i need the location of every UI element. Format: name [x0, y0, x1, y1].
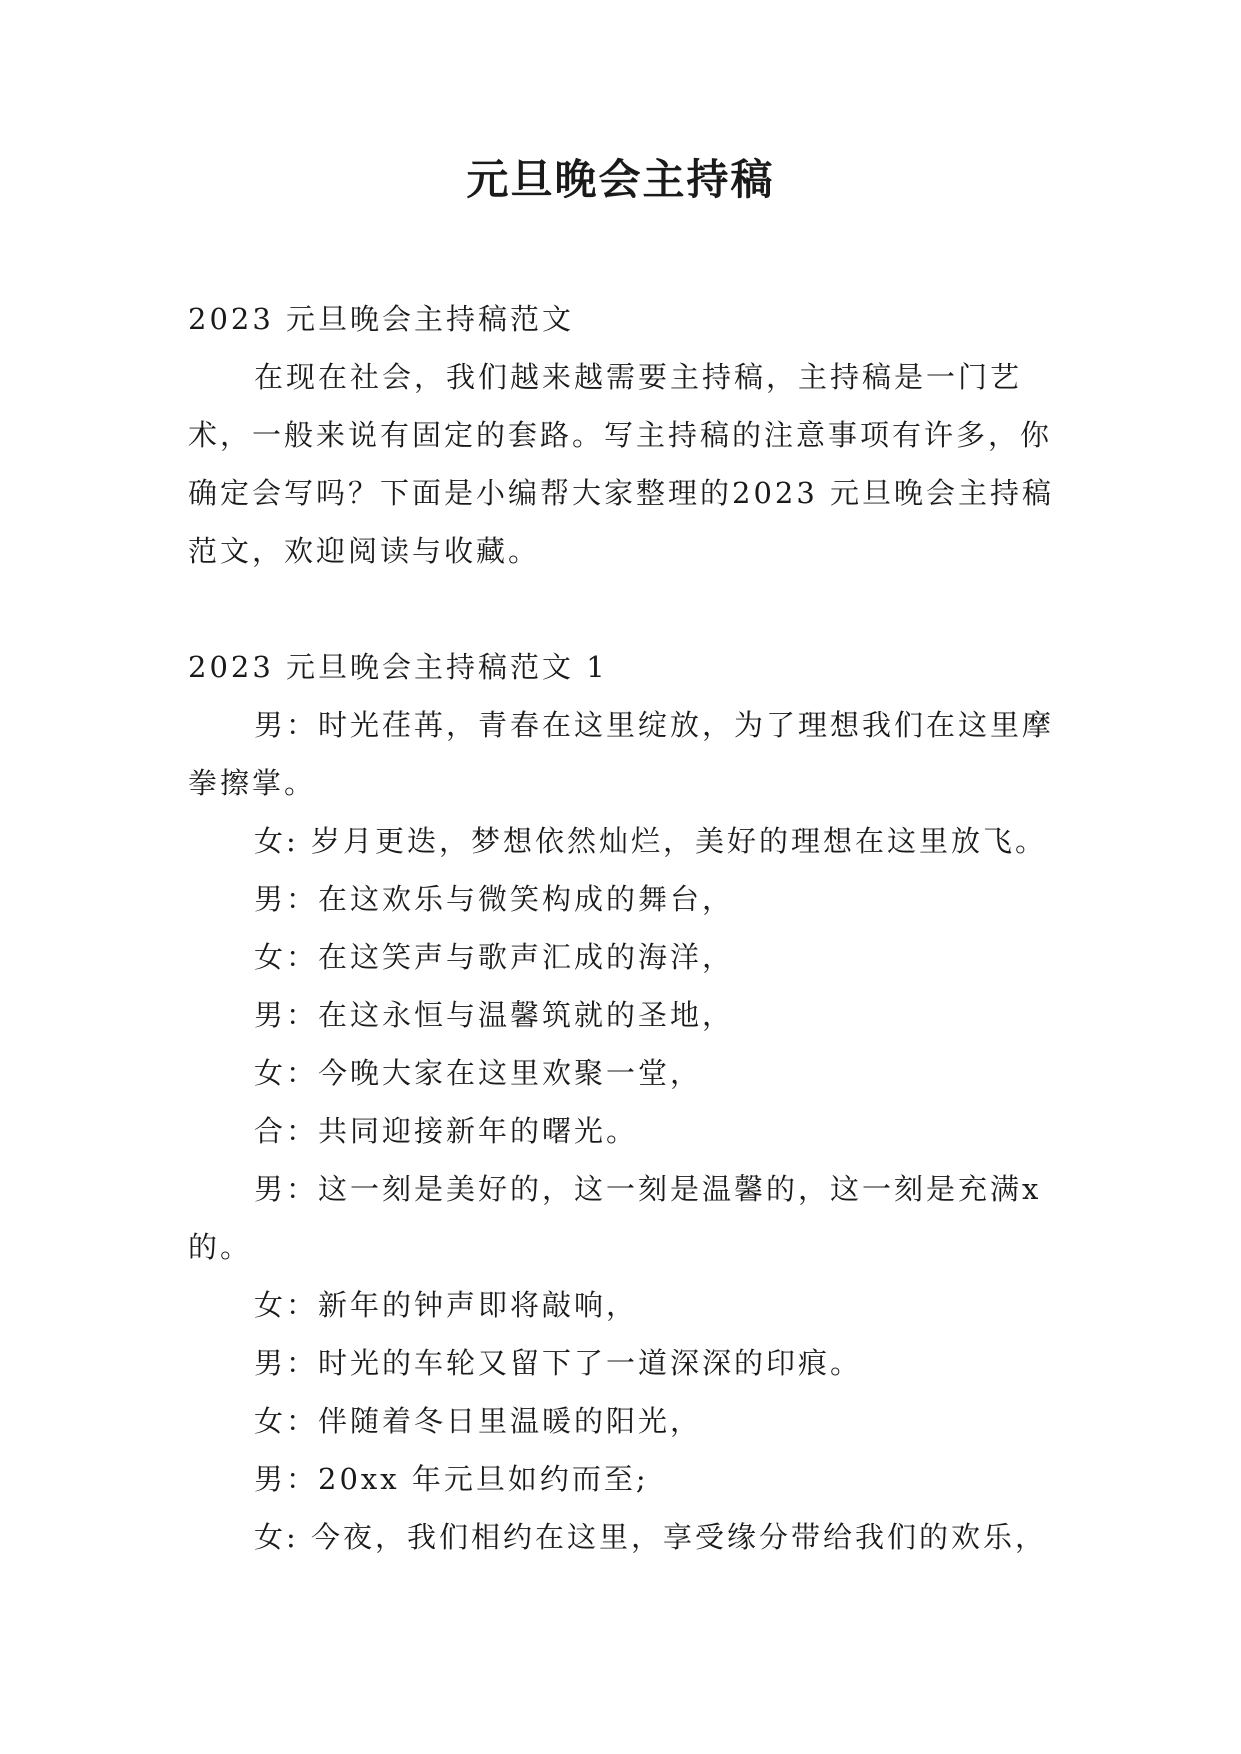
- script-line: 女：今晚大家在这里欢聚一堂，: [254, 1056, 703, 1090]
- intro-paragraph: 在现在社会，我们越来越需要主持稿，主持稿是一门艺术，一般来说有固定的套路。写主持稿的注意事项有许多，你确定会写吗？下面是小编帮大家整理的2023 元旦晚会主持稿范文，欢迎阅读与收藏。: [188, 360, 1055, 568]
- script-line: 男：在这永恒与温馨筑就的圣地，: [254, 998, 735, 1032]
- document-body: [188, 290, 1058, 1566]
- script-line: 男：时光荏苒，青春在这里绽放，为了理想我们在这里摩拳擦掌。: [188, 708, 1055, 800]
- script-line: 男：20xx 年元旦如约而至;: [254, 1462, 649, 1496]
- script-line: 女: 今夜，我们相约在这里，享受缘分带给我们的欢乐，: [254, 1520, 1047, 1554]
- script-line: 男：这一刻是美好的，这一刻是温馨的，这一刻是充满x 的。: [188, 1172, 1042, 1264]
- script-line: 女：新年的钟声即将敲响，: [254, 1288, 639, 1322]
- script-line: 合：共同迎接新年的曙光。: [254, 1114, 639, 1148]
- document-title: 元旦晚会主持稿: [466, 155, 775, 204]
- paragraph-spacer: [188, 580, 1058, 638]
- script-line: 女：伴随着冬日里温暖的阳光，: [254, 1404, 703, 1438]
- script-line: 男：在这欢乐与微笑构成的舞台，: [254, 882, 735, 916]
- script-line: 男：时光的车轮又留下了一道深深的印痕。: [254, 1346, 863, 1380]
- script-line: 女: 岁月更迭，梦想依然灿烂，美好的理想在这里放飞。: [254, 824, 1047, 858]
- subtitle: 2023 元旦晚会主持稿范文: [188, 302, 575, 336]
- section-heading: 2023 元旦晚会主持稿范文 1: [188, 650, 608, 684]
- script-line: 女：在这笑声与歌声汇成的海洋，: [254, 940, 735, 974]
